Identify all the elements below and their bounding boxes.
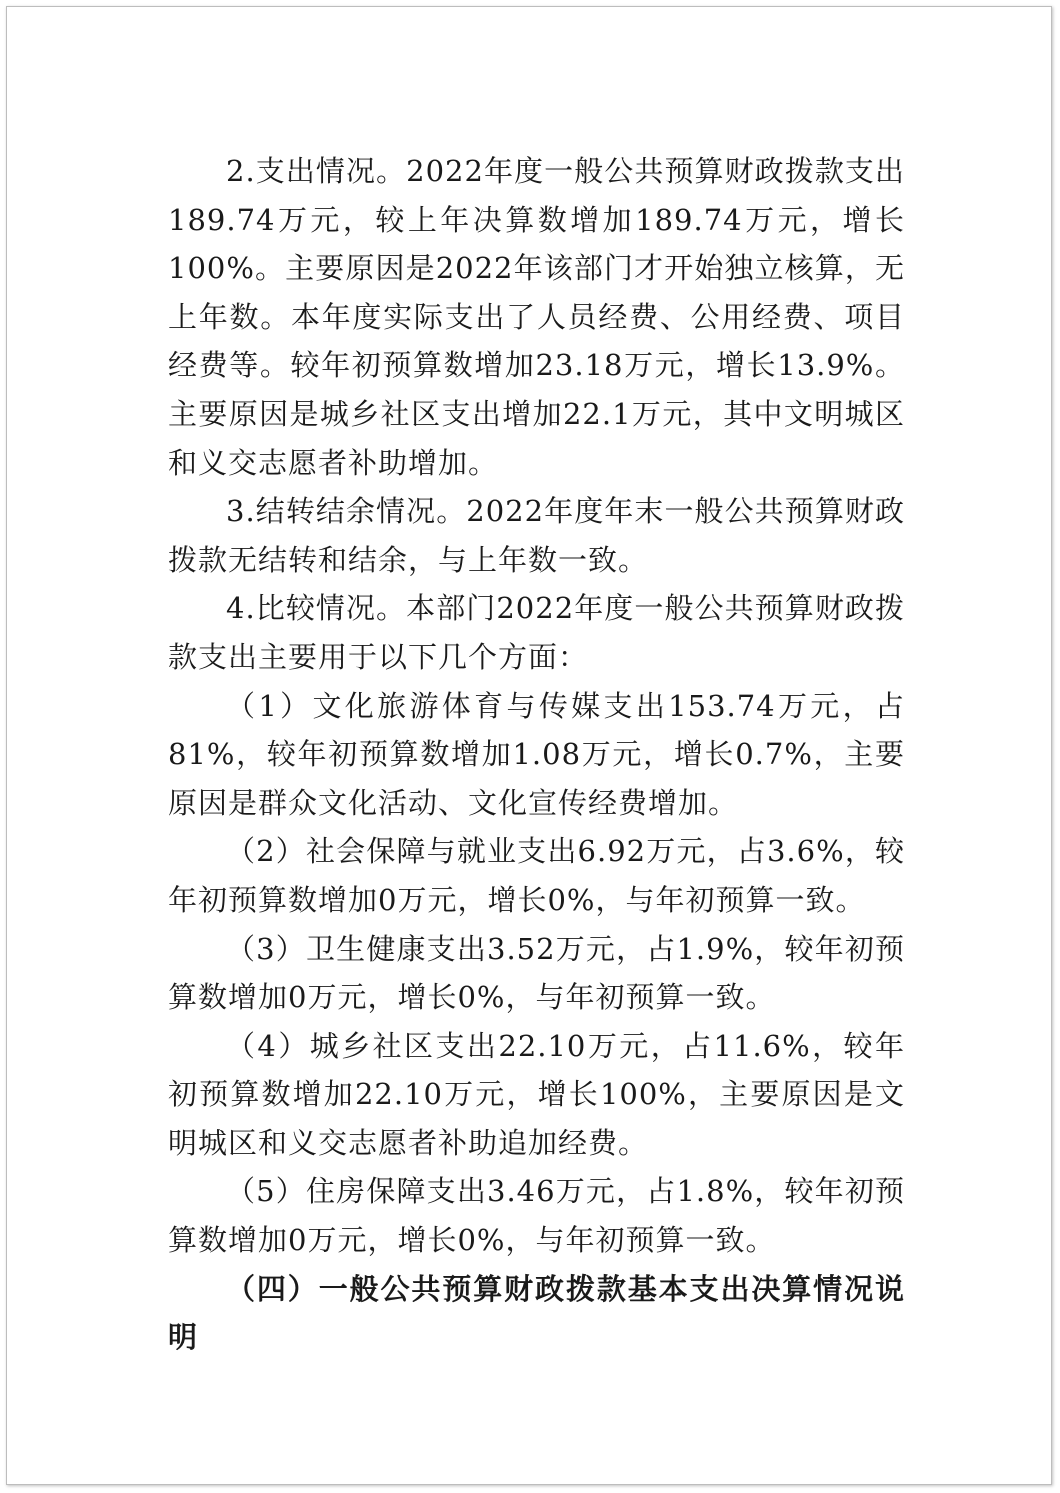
paragraph-carryover: 3.结转结余情况。2022年度年末一般公共预算财政拨款无结转和结余，与上年数一致。 xyxy=(168,494,905,577)
document-body xyxy=(168,147,905,1362)
paragraph-comparison: 4.比较情况。本部门2022年度一般公共预算财政拨款支出主要用于以下几个方面： xyxy=(168,591,905,674)
paragraph-item-3: （3）卫生健康支出3.52万元，占1.9%，较年初预算数增加0万元，增长0%，与年初预算一致。 xyxy=(168,931,905,1015)
paragraph-item-4: （4）城乡社区支出22.10万元，占11.6%，较年初预算数增加22.10万元，增长100%，主要原因是文明城区和义交志愿者补助追加经费。 xyxy=(168,1028,905,1160)
paragraph-item-1: （1）文化旅游体育与传媒支出153.74万元，占81%，较年初预算数增加1.08万元，增长0.7%，主要原因是群众文化活动、文化宣传经费增加。 xyxy=(168,688,905,820)
paragraph-item-5: （5）住房保障支出3.46万元，占1.8%，较年初预算数增加0万元，增长0%，与年初预算一致。 xyxy=(168,1174,905,1258)
section-heading: （四）一般公共预算财政拨款基本支出决算情况说明 xyxy=(168,1271,905,1355)
document-page xyxy=(6,6,1052,1485)
paragraph-item-2: （2）社会保障与就业支出6.92万元，占3.6%，较年初预算数增加0万元，增长0%，与年初预算一致。 xyxy=(168,834,905,917)
paragraph-expenditure: 2.支出情况。2022年度一般公共预算财政拨款支出189.74万元，较上年决算数增加189.74万元，增长100%。主要原因是2022年该部门才开始独立核算，无上年数。本年度实际支出了人员经费、公用经费、项目经费等。较年初预算数增加23.18万元，增长13.9%。主要原因是城乡社区支出增加22.1万元，其中文明城区和义交志愿者补助增加。 xyxy=(168,154,905,480)
